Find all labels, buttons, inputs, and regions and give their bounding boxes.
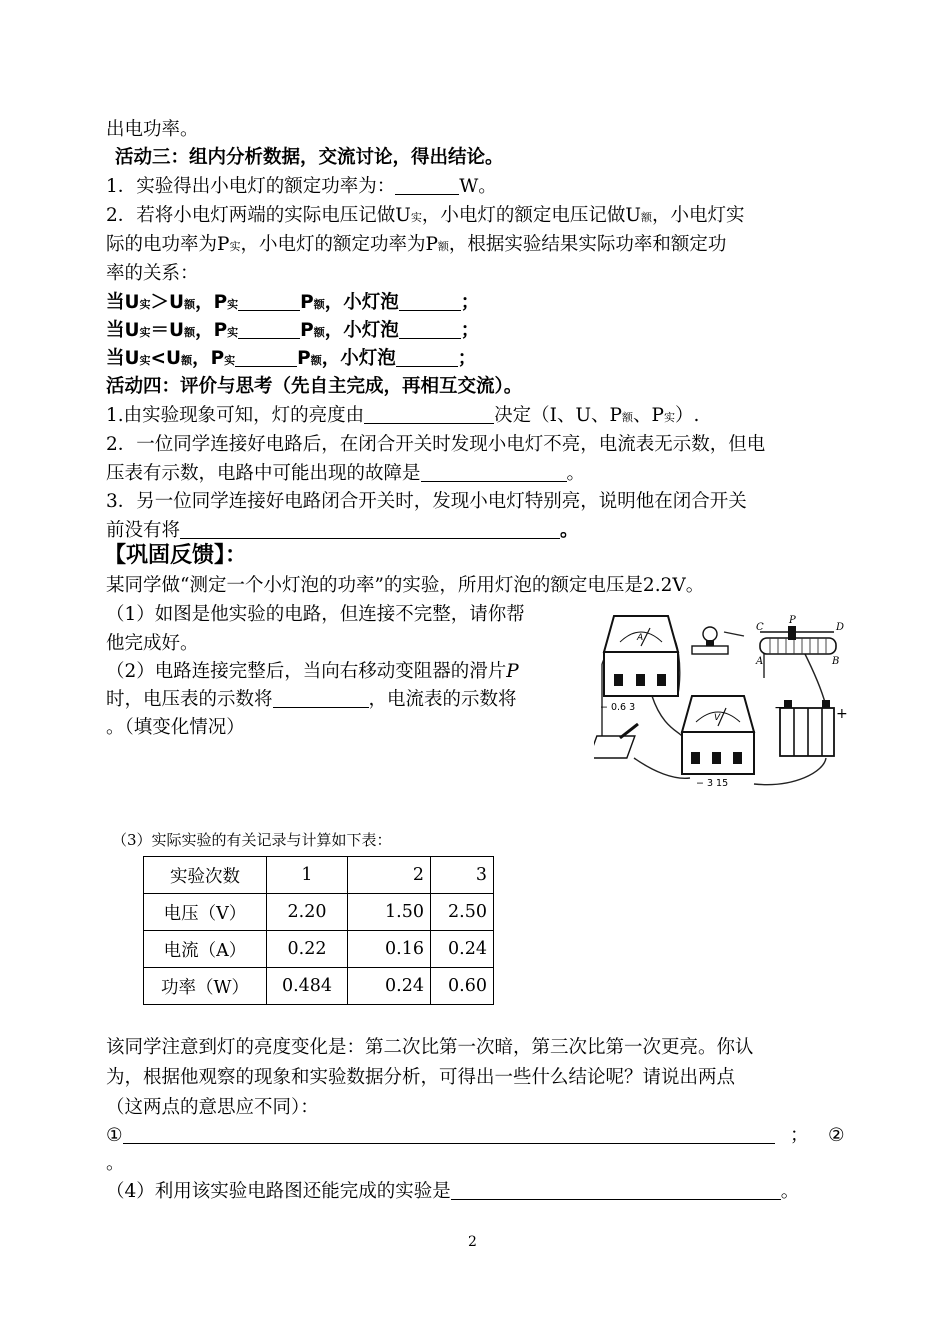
table-cell: 功率（W）	[144, 968, 267, 1005]
ammeter-label: A	[637, 633, 644, 643]
part2-line1: （2）电路连接完整后，当向右移动变阻器的滑片P	[106, 661, 519, 682]
answer-blank[interactable]	[235, 348, 297, 367]
activity3-heading: 活动三：组内分析数据，交流讨论，得出结论。	[115, 147, 504, 168]
activity4-q1: 1.由实验现象可知，灯的亮度由 决定（I、U、P额、P实）.	[106, 405, 700, 426]
relation-equal: 当U实＝U额，P实 P额，小灯泡 ；	[106, 320, 480, 341]
table-cell: 0.484	[267, 968, 348, 1005]
relation-less: 当U实<U额，P实 P额，小灯泡 ；	[106, 348, 477, 369]
observation-line3: （这两点的意思应不同）：	[106, 1097, 319, 1118]
activity4-q2-line1: 2．一位同学连接好电路后，在闭合开关时发现小电灯不亮，电流表无示数，但电	[106, 434, 766, 455]
table-row	[144, 968, 494, 1005]
answer-blank[interactable]	[451, 1181, 781, 1200]
activity4-q3-line2: 前没有将 。	[106, 520, 579, 541]
question-2-line2: 际的电功率为P实，小电灯的额定功率为P额，根据实验结果实际功率和额定功	[106, 234, 727, 255]
observation-line2: 为，根据他观察的现象和实验数据分析，可得出一些什么结论呢？请说出两点	[106, 1067, 736, 1088]
rheostat-label-c: C	[756, 622, 764, 633]
question-1: 1．实验得出小电灯的额定功率为： W。	[106, 176, 497, 197]
table-cell: 0.24	[348, 968, 431, 1005]
text-line: 出电功率。	[106, 119, 199, 140]
table-cell: 实验次数	[144, 857, 267, 894]
part1-line1: （1）如图是他实验的电路，但连接不完整，请你帮	[106, 604, 525, 625]
question-2-line1: 2．若将小电灯两端的实际电压记做U实，小电灯的额定电压记做U额，小电灯实	[106, 205, 745, 226]
activity4-q2-line2: 压表有示数，电路中可能出现的故障是 。	[106, 463, 586, 484]
answer-blank[interactable]	[273, 689, 369, 708]
battery-plus: +	[836, 706, 848, 722]
activity4-heading: 活动四：评价与思考（先自主完成，再相互交流）。	[106, 376, 523, 397]
answer-blank[interactable]	[180, 520, 560, 539]
table-cell: 0.60	[431, 968, 494, 1005]
intro-text: 某同学做“测定一个小灯泡的功率”的实验，所用灯泡的额定电压是2.2V。	[106, 575, 705, 596]
page-number: 2	[468, 1234, 477, 1250]
circuit-figure	[594, 612, 856, 788]
battery	[774, 700, 848, 756]
voltmeter	[682, 696, 754, 788]
conclusion-end: 。	[106, 1153, 125, 1174]
voltmeter-label: V	[714, 713, 721, 723]
table-header-row	[144, 857, 494, 894]
table-row	[144, 894, 494, 931]
part4-line: （4）利用该实验电路图还能完成的实验是 。	[106, 1181, 800, 1202]
table-cell: 2	[348, 857, 431, 894]
part2-line3: 。（填变化情况）	[106, 717, 245, 738]
table-cell: 0.22	[267, 931, 348, 968]
answer-blank[interactable]	[123, 1125, 775, 1144]
table-cell: 1	[267, 857, 348, 894]
lamp	[692, 627, 728, 654]
battery-minus: −	[774, 700, 786, 716]
table-cell: 2.20	[267, 894, 348, 931]
relation-greater: 当U实＞U额，P实 P额，小灯泡 ；	[106, 292, 480, 313]
question-2-line3: 率的关系：	[106, 263, 199, 284]
answer-blank[interactable]	[399, 320, 461, 339]
part2-line2: 时，电压表的示数将 ，电流表的示数将	[106, 689, 517, 710]
table-cell: 1.50	[348, 894, 431, 931]
table-row	[144, 931, 494, 968]
rheostat-label-a: A	[756, 656, 764, 667]
answer-blank[interactable]	[421, 463, 567, 482]
ammeter	[600, 616, 678, 713]
rheostat-label-b: B	[832, 656, 840, 667]
switch	[594, 724, 638, 758]
ammeter-terminals: − 0.6 3	[600, 702, 636, 713]
table-cell: 3	[431, 857, 494, 894]
table-cell: 2.50	[431, 894, 494, 931]
answer-blank[interactable]	[395, 176, 459, 195]
feedback-heading: 【巩固反馈】：	[104, 543, 248, 568]
rheostat	[755, 615, 844, 667]
table-cell: 电流（A）	[144, 931, 267, 968]
answer-blank[interactable]	[238, 292, 300, 311]
activity4-q3-line1: 3．另一位同学连接好电路闭合开关时，发现小电灯特别亮，说明他在闭合开关	[106, 491, 747, 512]
conclusion-line: ① ； ②	[106, 1125, 845, 1146]
table-caption: （3）实际实验的有关记录与计算如下表：	[112, 831, 392, 849]
part1-line2: 他完成好。	[106, 633, 199, 654]
data-table	[143, 856, 494, 1005]
observation-line1: 该同学注意到灯的亮度变化是：第二次比第一次暗，第三次比第一次更亮。你认	[106, 1037, 754, 1058]
table-cell: 0.16	[348, 931, 431, 968]
answer-blank[interactable]	[396, 348, 458, 367]
table-cell: 0.24	[431, 931, 494, 968]
rheostat-label-d: D	[836, 622, 845, 633]
answer-blank[interactable]	[364, 405, 494, 424]
rheostat-label-p: P	[789, 615, 796, 626]
answer-blank[interactable]	[399, 292, 461, 311]
voltmeter-terminals: − 3 15	[696, 778, 729, 788]
answer-blank[interactable]	[238, 320, 300, 339]
table-cell: 电压（V）	[144, 894, 267, 931]
